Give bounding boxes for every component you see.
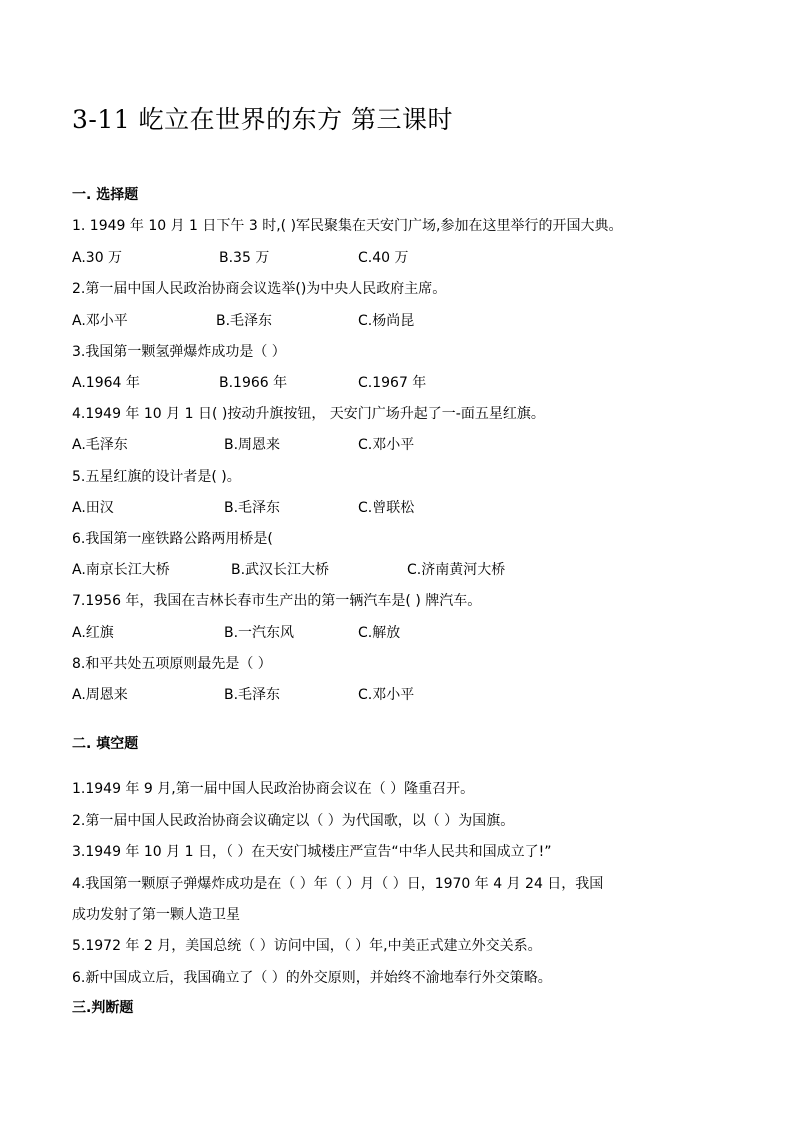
section-heading-judge: 三.判断题	[72, 1000, 134, 1016]
fill-question-6: 6.新中国成立后，我国确立了（ ）的外交原则，并始终不渝地奉行外交策略。	[72, 970, 552, 986]
option-a: A.周恩来	[72, 687, 128, 703]
question-text: 3.我国第一颗氢弹爆炸成功是（ ）	[72, 344, 286, 360]
option-b: B.毛泽东	[224, 687, 281, 703]
fill-question-3: 3.1949 年 10 月 1 日，（ ）在天安门城楼庄严宣告“中华人民共和国成立了!”	[72, 844, 552, 860]
section-heading-choice: 一. 选择题	[72, 187, 139, 203]
question-text: 2.第一届中国人民政治协商会议选举()为中央人民政府主席。	[72, 281, 447, 297]
question-text: 6.我国第一座铁路公路两用桥是(	[72, 531, 273, 547]
question-text: 8.和平共处五项原则最先是（ ）	[72, 656, 272, 672]
question-text: 4.1949 年 10 月 1 日( )按动升旗按钮， 天安门广场升起了一-面五星红旗。	[72, 406, 545, 422]
option-a: A.红旗	[72, 625, 114, 641]
question-text: 7.1956 年，我国在吉林长春市生产出的第一辆汽车是( ) 牌汽车。	[72, 593, 482, 609]
option-a: A.田汉	[72, 500, 114, 516]
section-heading-fill: 二. 填空题	[72, 736, 139, 752]
option-b: B.毛泽东	[216, 313, 273, 329]
option-b: B.武汉长江大桥	[231, 562, 330, 578]
option-a: A.毛泽东	[72, 437, 128, 453]
option-a: A.邓小平	[72, 313, 128, 329]
option-b: B.周恩来	[224, 437, 281, 453]
option-c: C.1967 年	[358, 375, 427, 391]
option-b: B.1966 年	[219, 375, 288, 391]
option-b: B.一汽东风	[224, 625, 295, 641]
fill-question-4-continued: 成功发射了第一颗人造卫星	[72, 907, 240, 923]
option-a: A.南京长江大桥	[72, 562, 170, 578]
option-c: C.邓小平	[358, 687, 415, 703]
fill-question-2: 2.第一届中国人民政治协商会议确定以（ ）为代国歌，以（ ）为国旗。	[72, 813, 515, 829]
option-c: C.40 万	[358, 250, 409, 266]
fill-question-1: 1.1949 年 9 月,第一届中国人民政治协商会议在（ ）隆重召开。	[72, 781, 475, 797]
option-b: B.毛泽东	[224, 500, 281, 516]
option-a: A.1964 年	[72, 375, 140, 391]
option-c: C.济南黄河大桥	[407, 562, 506, 578]
option-b: B.35 万	[219, 250, 270, 266]
option-c: C.曾联松	[358, 500, 415, 516]
option-c: C.解放	[358, 625, 401, 641]
question-text: 1. 1949 年 10 月 1 日下午 3 时,( )军民聚集在天安门广场,参加在这里举行的开国大典。	[72, 218, 623, 234]
page-title: 3-11 屹立在世界的东方 第三课时	[72, 105, 454, 134]
option-c: C.邓小平	[358, 437, 415, 453]
fill-question-5: 5.1972 年 2 月，美国总统（ ）访问中国，（ ）年,中美正式建立外交关系。	[72, 938, 542, 954]
option-a: A.30 万	[72, 250, 123, 266]
option-c: C.杨尚昆	[358, 313, 415, 329]
question-text: 5.五星红旗的设计者是( )。	[72, 469, 241, 485]
fill-question-4: 4.我国第一颗原子弹爆炸成功是在（ ）年（ ）月（ ）日，1970 年 4 月 24 日，我国	[72, 876, 604, 892]
